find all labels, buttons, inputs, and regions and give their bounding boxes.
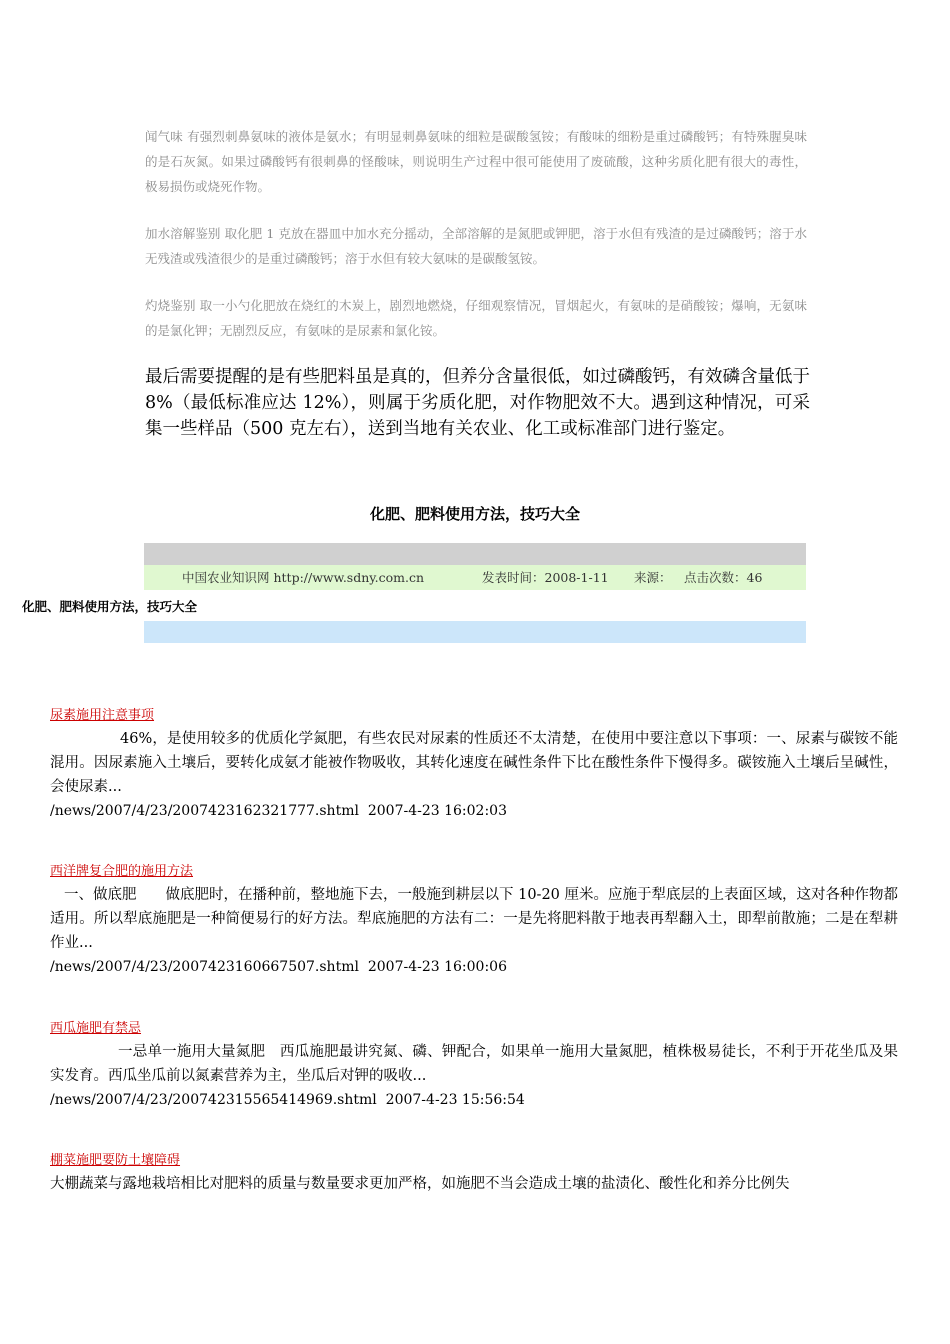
news-time: 2007-4-23 16:02:03 — [367, 803, 507, 819]
click-count: 点击次数：46 — [684, 570, 763, 585]
news-meta — [50, 1088, 898, 1112]
news-summary: 一、做底肥 做底肥时，在播种前，整地施下去，一般施到耕层以下 10-20 厘米。应施于犁底层的上表面区域，这对各种作物都适用。所以犁底施肥是一种简便易行的好方法。犁底施肥的方法有二：一是先将肥料散于地表再犁翻入土，即犁前散施；二是在犁耕作业... — [50, 887, 899, 951]
news-summary: 一忌单一施用大量氮肥 西瓜施肥最讲究氮、磷、钾配合，如果单一施用大量氮肥，植株极易徒长，不利于开花坐瓜及果实发育。西瓜坐瓜前以氮素营养为主，坐瓜后对钾的吸收... — [50, 1044, 898, 1084]
news-item — [50, 860, 898, 979]
news-summary: 46%，是使用较多的优质化学氮肥，有些农民对尿素的性质还不太清楚，在使用中要注意以下事项：一、尿素与碳铵不能混用。因尿素施入土壤后，要转化成氨才能被作物吸收，其转化速度在碱性条件下比在酸性条件下慢得多。碳铵施入土壤后呈碱性，会使尿素... — [50, 731, 898, 795]
news-title-link[interactable]: 西瓜施肥有禁忌 — [50, 1021, 142, 1036]
side-title: 化肥、肥料使用方法，技巧大全 — [22, 599, 198, 614]
paragraph-smell-test: 闻气味 有强烈刺鼻氨味的液体是氨水；有明显刺鼻氨味的细粒是碳酸氢铵；有酸味的细粉是重过磷酸钙；有特殊腥臭味的是石灰氮。如果过磷酸钙有很刺鼻的怪酸味，则说明生产过程中很可能使用了废硫酸，这种劣质化肥有很大的毒性，极易损伤或烧死作物。 — [145, 129, 807, 194]
news-title-link[interactable]: 西洋牌复合肥的施用方法 — [50, 864, 194, 879]
news-summary: 大棚蔬菜与露地栽培相比对肥料的质量与数量要求更加严格，如施肥不当会造成土壤的盐渍化、酸性化和养分比例失 — [50, 1176, 790, 1192]
summary-paragraph: 最后需要提醒的是有些肥料虽是真的，但养分含量很低，如过磷酸钙，有效磷含量低于 8%（最低标准应达 12%），则属于劣质化肥，对作物肥效不大。遇到这种情况，可采集一些样品（500 克左右），送到当地有关农业、化工或标准部门进行鉴定。 — [145, 367, 810, 439]
article-meta-bar — [144, 565, 806, 590]
news-title-link[interactable]: 棚菜施肥要防土壤障碍 — [50, 1153, 181, 1168]
header-bar — [144, 543, 806, 565]
news-item — [50, 704, 898, 823]
news-item — [50, 1017, 898, 1112]
news-meta — [50, 955, 898, 979]
news-path: /news/2007/4/23/2007423160667507.shtml — [50, 959, 359, 975]
news-path: /news/2007/4/23/200742315565414969.shtml — [50, 1092, 377, 1108]
news-title-link[interactable]: 尿素施用注意事项 — [50, 708, 155, 723]
news-meta — [50, 799, 898, 823]
source-label: 来源： — [634, 570, 672, 585]
paragraph-burn-test: 灼烧鉴别 取一小勺化肥放在烧红的木炭上，剧烈地燃烧，仔细观察情况，冒烟起火，有氨味的是硝酸铵；爆响，无氨味的是氯化钾；无剧烈反应，有氨味的是尿素和氯化铵。 — [145, 298, 807, 338]
news-time: 2007-4-23 15:56:54 — [385, 1092, 525, 1108]
article-title: 化肥、肥料使用方法，技巧大全 — [369, 505, 580, 523]
content-bar — [144, 621, 806, 643]
news-path: /news/2007/4/23/2007423162321777.shtml — [50, 803, 359, 819]
publish-time: 发表时间：2008-1-11 — [482, 570, 609, 585]
news-item — [50, 1149, 898, 1196]
news-time: 2007-4-23 16:00:06 — [367, 959, 507, 975]
paragraph-water-test: 加水溶解鉴别 取化肥 1 克放在器皿中加水充分摇动，全部溶解的是氮肥或钾肥，溶于水但有残渣的是过磷酸钙；溶于水无残渣或残渣很少的是重过磷酸钙；溶于水但有较大氨味的是碳酸氢铵。 — [145, 226, 807, 266]
site-info: 中国农业知识网 http://www.sdny.com.cn — [182, 570, 425, 585]
